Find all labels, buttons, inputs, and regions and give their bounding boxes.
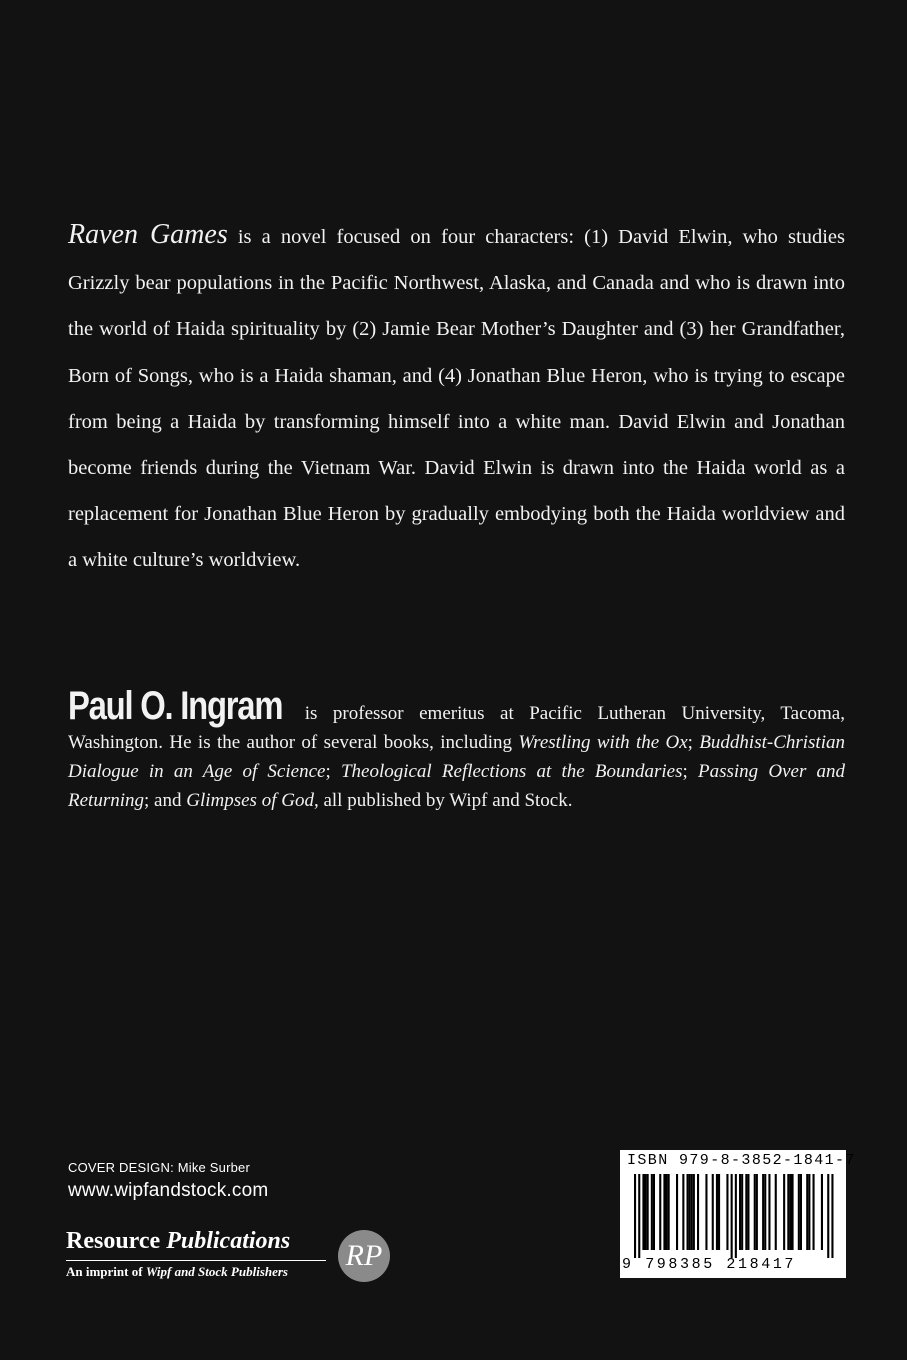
barcode-bar [747, 1174, 749, 1250]
barcode-bar [768, 1174, 770, 1250]
barcode-bar [687, 1174, 689, 1250]
barcode-bar [663, 1174, 665, 1250]
barcode-bar [712, 1174, 714, 1250]
barcode-bar [651, 1174, 653, 1250]
bio-text: is professor emeritus at Pacific Lutheran University, Tacoma, Washington. He is the author of several books, including [68, 703, 845, 753]
barcode-bar [653, 1174, 655, 1250]
publisher-rule [66, 1260, 326, 1261]
barcode-bar [762, 1174, 764, 1250]
imprint-prefix: An imprint of [66, 1264, 146, 1279]
barcode-bar [821, 1174, 823, 1250]
book-title: Raven Games [68, 219, 228, 250]
author-name: Paul O. Ingram [68, 684, 283, 728]
publisher-name-italic: Publications [166, 1228, 291, 1254]
barcode-bar [735, 1174, 737, 1258]
bio-text-end: , all published by Wipf and Stock. [313, 790, 573, 811]
isbn-label: ISBN 979-8-3852-1841-7 [627, 1152, 856, 1169]
book-title-2: Buddhist-Christian Dialogue in an Age of Science [68, 732, 845, 782]
barcode-bar [745, 1174, 747, 1250]
barcode-bar [739, 1174, 741, 1250]
publisher-website: www.wipfandstock.com [68, 1180, 269, 1201]
isbn-barcode [620, 1150, 856, 1278]
credits [68, 1160, 268, 1202]
barcode-bar [754, 1174, 756, 1250]
barcode-bar [666, 1174, 668, 1250]
book-title-4: Passing Over and Returning [68, 761, 846, 811]
barcode-bar [775, 1174, 777, 1250]
barcode-bar [676, 1174, 678, 1250]
barcode-bar [783, 1174, 785, 1250]
imprint-name: Wipf and Stock Publishers [145, 1264, 288, 1279]
barcode-bar [638, 1174, 640, 1258]
book-title-3: Theological Reflections at the Boundaries [340, 761, 683, 782]
barcode-bar [668, 1174, 670, 1250]
publisher-logo [66, 1228, 396, 1288]
publisher-name-plain: Resource [66, 1228, 167, 1254]
barcode-bar [827, 1174, 829, 1258]
barcode-bar [792, 1174, 794, 1250]
barcode-bar [642, 1174, 644, 1250]
barcode-bar [800, 1174, 802, 1250]
barcode-bar [726, 1174, 728, 1250]
barcode-bar [716, 1174, 718, 1250]
barcode-bar [808, 1174, 810, 1250]
barcode-bar [798, 1174, 800, 1250]
barcode-bar [831, 1174, 833, 1258]
barcode-bar [697, 1174, 699, 1250]
barcode-bar [787, 1174, 789, 1250]
barcode-bar [806, 1174, 808, 1250]
author-bio [68, 684, 846, 815]
book-description [68, 212, 845, 584]
bio-separator: ; and [144, 790, 187, 811]
barcode-bar [645, 1174, 647, 1250]
bio-separator: ; [687, 732, 700, 753]
book-title-5: Glimpses of God [186, 790, 314, 811]
barcode-bar [718, 1174, 720, 1250]
barcode-bar [634, 1174, 636, 1258]
bio-separator: ; [682, 761, 698, 782]
barcode-bar [764, 1174, 766, 1250]
barcode-bar [647, 1174, 649, 1250]
barcode-digits: 9 798385 218417 [622, 1256, 797, 1273]
barcode-bar [691, 1174, 693, 1250]
barcode-bar [705, 1174, 707, 1250]
barcode-bar [731, 1174, 733, 1258]
publisher-imprint [66, 1264, 288, 1280]
barcode-bar [813, 1174, 815, 1250]
barcode-bar [689, 1174, 691, 1250]
barcode-bar [756, 1174, 758, 1250]
barcode-bar [682, 1174, 684, 1250]
book-title-1: Wrestling with the Ox [518, 732, 688, 753]
rp-logo-icon: RP [338, 1230, 390, 1282]
bio-separator: ; [325, 761, 341, 782]
barcode-bar [659, 1174, 661, 1250]
barcode-bar [693, 1174, 695, 1250]
barcode-bar [789, 1174, 791, 1250]
cover-design-credit: COVER DESIGN: Mike Surber [68, 1160, 250, 1175]
barcode-bars-icon [634, 1174, 836, 1258]
barcode-bar [741, 1174, 743, 1250]
description-text: is a novel focused on four characters: (1) David Elwin, who studies Grizzly bear populations in the Pacific Northwest, Alaska, and Canada and who is drawn into the world of Haida spirituality by (2) Jamie Bear Mother’s Daughter and (3) her Grandfather, Born of Songs, who is a Haida shaman, and (4) Jonathan Blue Heron, who is trying to escape from being a Haida by transforming himself into a white man. David Elwin and Jonathan become friends during the Vietnam War. David Elwin is drawn into the Haida world as a replacement for Jonathan Blue Heron by gradually embodying both the Haida worldview and a white culture’s worldview. [68, 226, 845, 572]
